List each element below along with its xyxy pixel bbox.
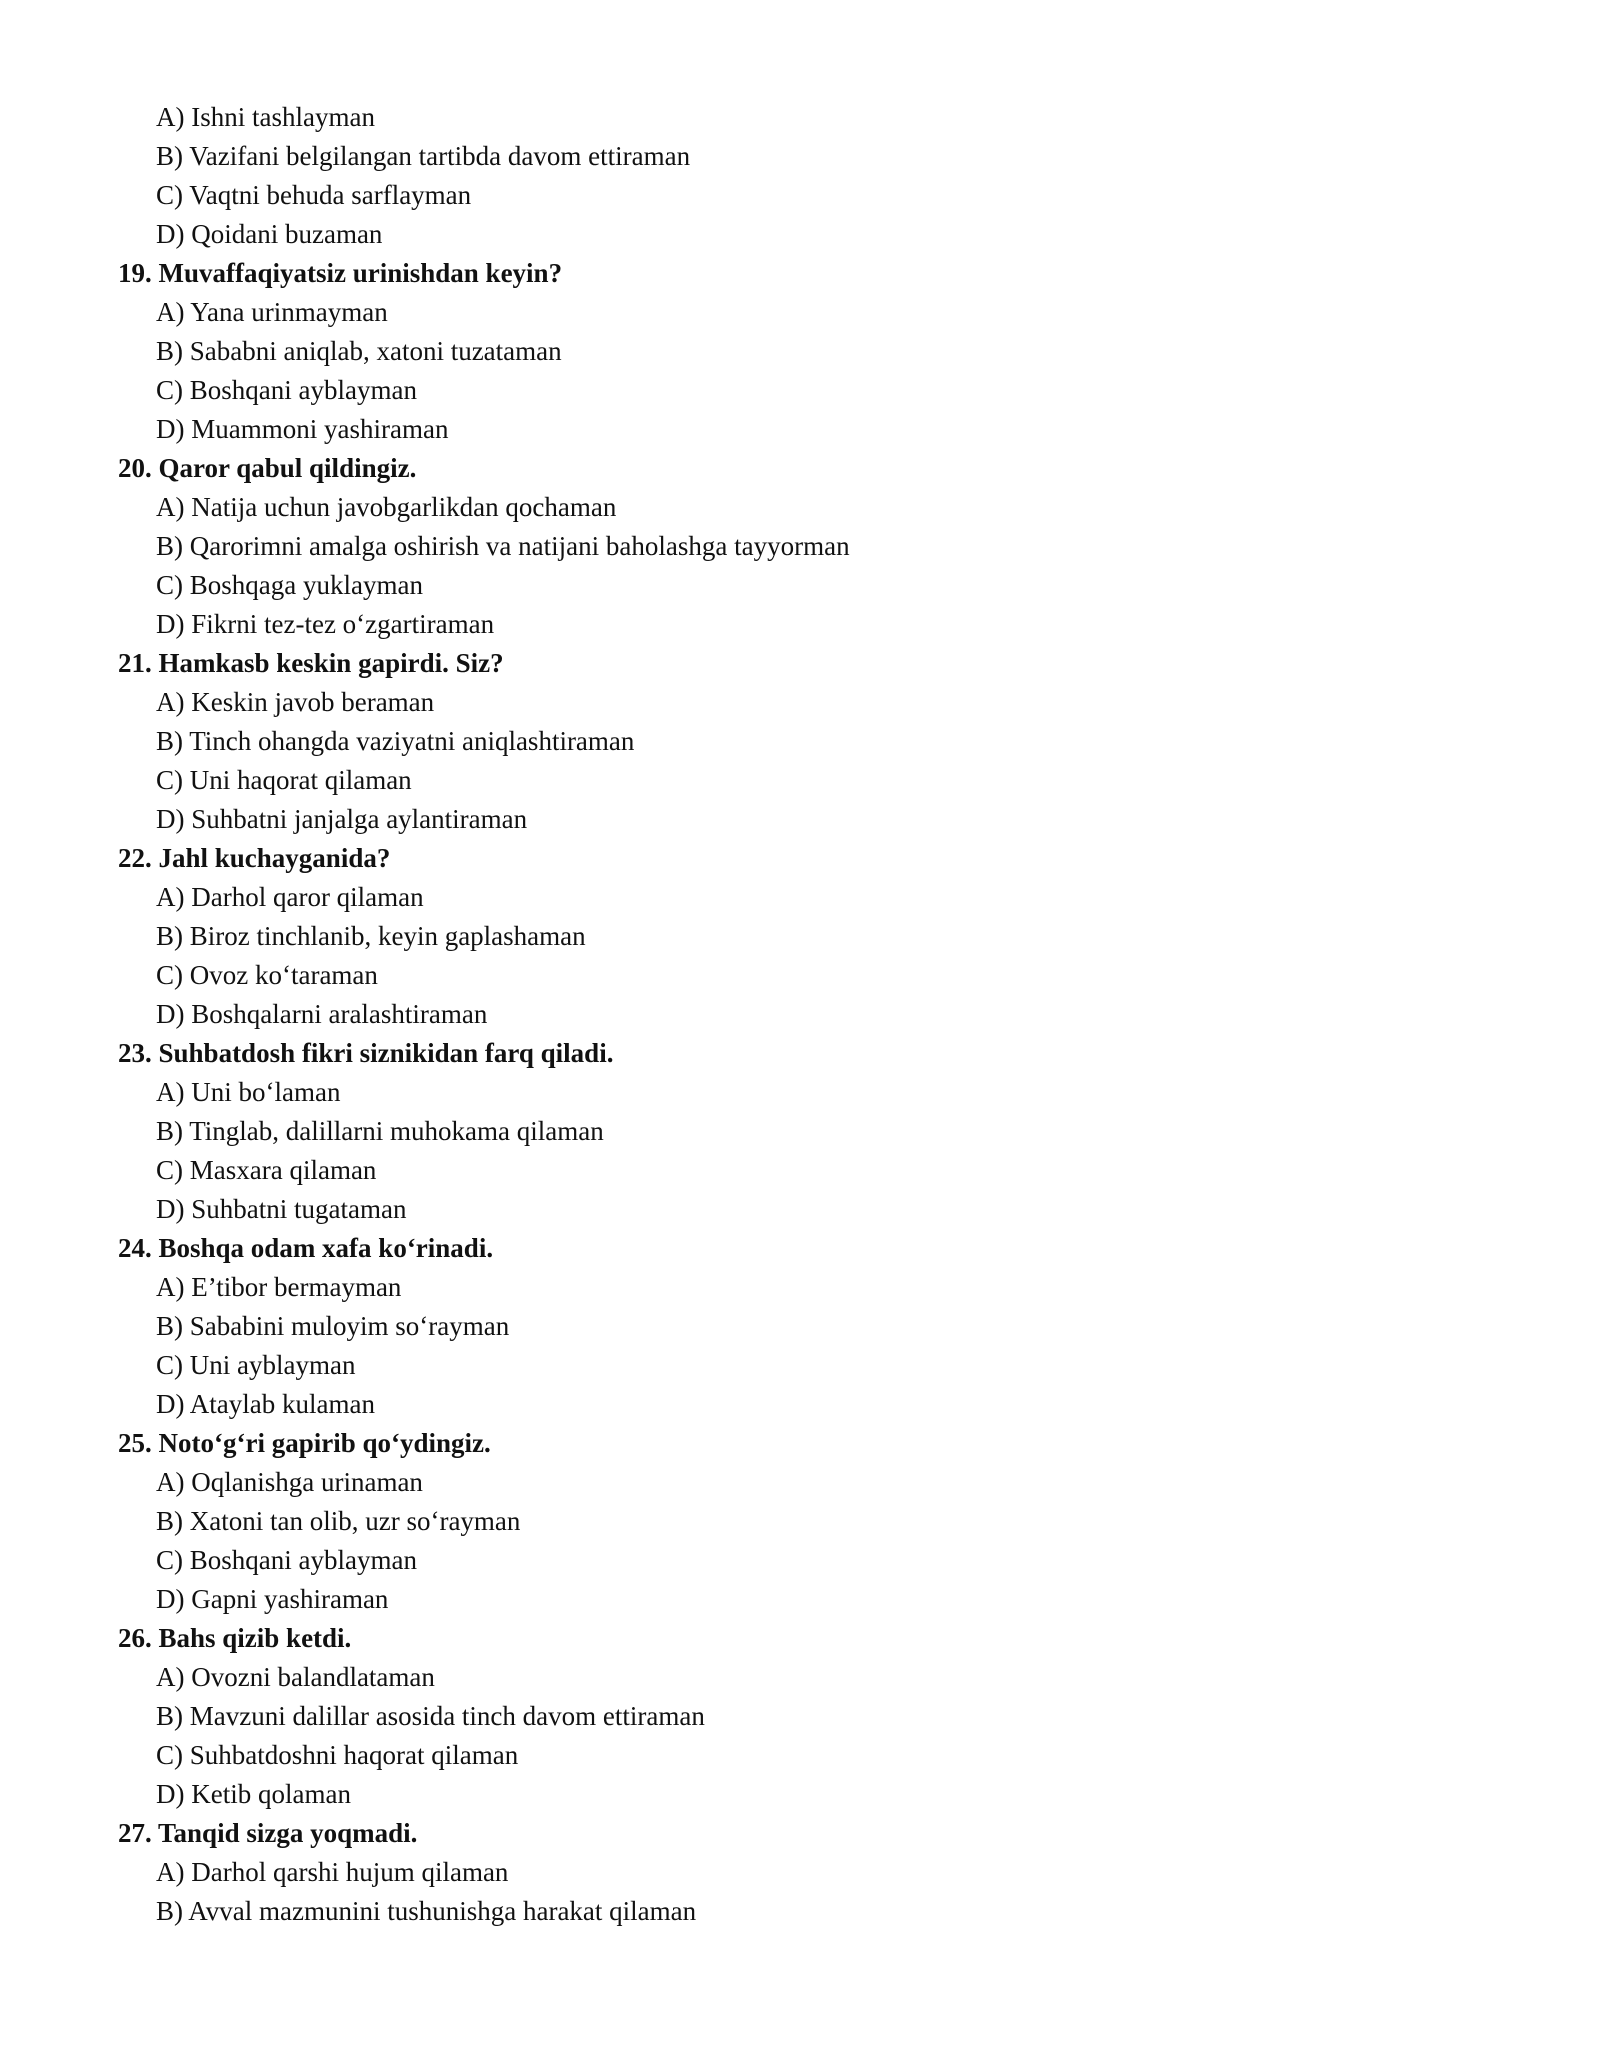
option: B) Sababni aniqlab, xatoni tuzataman xyxy=(156,336,562,366)
option: C) Boshqani ayblayman xyxy=(156,375,417,405)
option: D) Qoidani buzaman xyxy=(156,219,383,249)
option: A) Darhol qarshi hujum qilaman xyxy=(156,1857,509,1887)
question-title: 20. Qaror qabul qildingiz. xyxy=(118,453,417,483)
option: A) Keskin javob beraman xyxy=(156,687,435,717)
question-title: 26. Bahs qizib ketdi. xyxy=(118,1623,352,1653)
option: C) Boshqani ayblayman xyxy=(156,1545,417,1575)
option: B) Vazifani belgilangan tartibda davom ettiraman xyxy=(156,141,691,171)
option: A) E’tibor bermayman xyxy=(156,1272,402,1302)
option: D) Gapni yashiraman xyxy=(156,1584,389,1614)
option: D) Boshqalarni aralashtiraman xyxy=(156,999,488,1029)
option: C) Boshqaga yuklayman xyxy=(156,570,423,600)
option: B) Biroz tinchlanib, keyin gaplashaman xyxy=(156,921,586,951)
question-20 xyxy=(0,449,1600,644)
option: C) Uni haqorat qilaman xyxy=(156,765,412,795)
question-title: 19. Muvaffaqiyatsiz urinishdan keyin? xyxy=(118,258,563,288)
option: B) Xatoni tan olib, uzr so‘rayman xyxy=(156,1506,521,1536)
question-23 xyxy=(0,1034,1600,1229)
option: D) Suhbatni tugataman xyxy=(156,1194,407,1224)
option: D) Ketib qolaman xyxy=(156,1779,351,1809)
option: D) Muammoni yashiraman xyxy=(156,414,449,444)
option: D) Fikrni tez-tez o‘zgartiraman xyxy=(156,609,495,639)
question-25 xyxy=(0,1424,1600,1619)
option: B) Sababini muloyim so‘rayman xyxy=(156,1311,510,1341)
question-title: 24. Boshqa odam xafa ko‘rinadi. xyxy=(118,1233,494,1263)
question-19 xyxy=(0,254,1600,449)
option: B) Tinglab, dalillarni muhokama qilaman xyxy=(156,1116,604,1146)
option: A) Ovozni balandlataman xyxy=(156,1662,435,1692)
option: B) Qarorimni amalga oshirish va natijani baholashga tayyorman xyxy=(156,531,850,561)
option: C) Suhbatdoshni haqorat qilaman xyxy=(156,1740,519,1770)
option: B) Avval mazmunini tushunishga harakat qilaman xyxy=(156,1896,697,1926)
continued-options xyxy=(0,98,1600,254)
option: C) Masxara qilaman xyxy=(156,1155,377,1185)
question-title: 23. Suhbatdosh fikri siznikidan farq qiladi. xyxy=(118,1038,614,1068)
question-title: 21. Hamkasb keskin gapirdi. Siz? xyxy=(118,648,504,678)
document-page xyxy=(0,98,1600,1931)
option: C) Ovoz ko‘taraman xyxy=(156,960,378,990)
question-21 xyxy=(0,644,1600,839)
question-24 xyxy=(0,1229,1600,1424)
option: C) Vaqtni behuda sarflayman xyxy=(156,180,472,210)
option: A) Ishni tashlayman xyxy=(156,102,375,132)
question-22 xyxy=(0,839,1600,1034)
option: C) Uni ayblayman xyxy=(156,1350,356,1380)
question-title: 22. Jahl kuchayganida? xyxy=(118,843,391,873)
option: D) Ataylab kulaman xyxy=(156,1389,375,1419)
option: D) Suhbatni janjalga aylantiraman xyxy=(156,804,528,834)
question-title: 25. Noto‘g‘ri gapirib qo‘ydingiz. xyxy=(118,1428,491,1458)
option: A) Uni bo‘laman xyxy=(156,1077,341,1107)
question-title: 27. Tanqid sizga yoqmadi. xyxy=(118,1818,418,1848)
option: A) Yana urinmayman xyxy=(156,297,388,327)
option: A) Oqlanishga urinaman xyxy=(156,1467,423,1497)
option: A) Natija uchun javobgarlikdan qochaman xyxy=(156,492,617,522)
question-27 xyxy=(0,1814,1600,1931)
option: A) Darhol qaror qilaman xyxy=(156,882,424,912)
option: B) Mavzuni dalillar asosida tinch davom ettiraman xyxy=(156,1701,705,1731)
option: B) Tinch ohangda vaziyatni aniqlashtiraman xyxy=(156,726,635,756)
question-26 xyxy=(0,1619,1600,1814)
